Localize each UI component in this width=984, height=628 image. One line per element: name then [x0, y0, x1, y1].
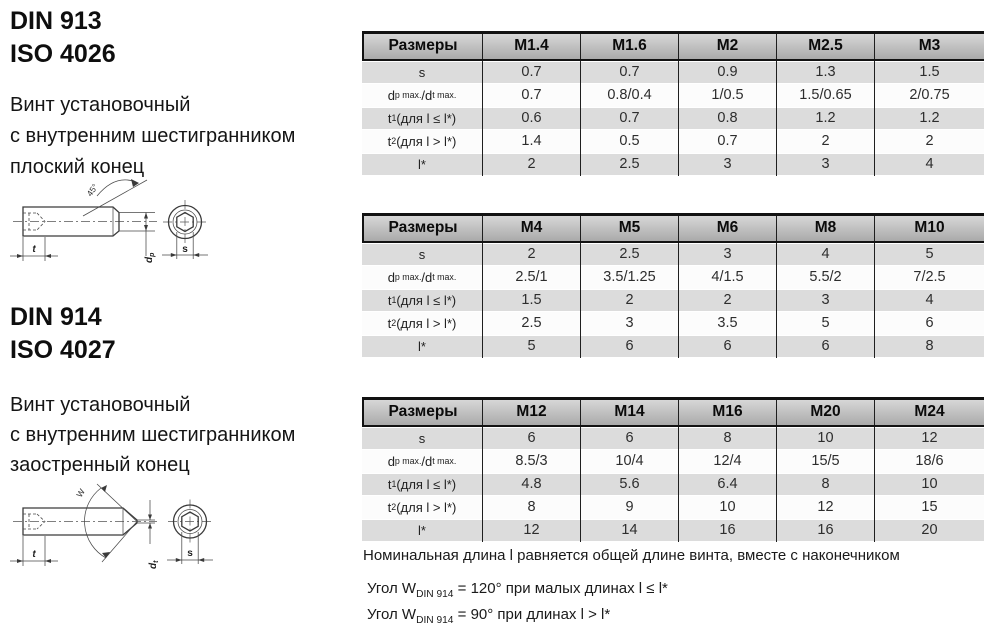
header-size-cell: M2 — [678, 34, 776, 59]
technical-drawing-cone-point — [5, 474, 230, 576]
row-label-cell: d p max. /d t max. — [387, 269, 457, 285]
value-cell: 5.5/2 — [776, 266, 874, 289]
value-cell: 8 — [678, 427, 776, 450]
standard-line-iso: ISO 4026 — [10, 40, 116, 68]
value-cell: 3 — [776, 289, 874, 312]
value-cell: 4 — [874, 153, 984, 176]
table-row — [362, 473, 984, 496]
row-label-cell: s — [418, 246, 426, 262]
value-cell: 6 — [874, 312, 984, 335]
header-dimensions-cell: Размеры — [362, 400, 482, 425]
value-cell: 6 — [678, 335, 776, 358]
standard-line-iso: ISO 4027 — [10, 336, 116, 364]
table-row — [362, 84, 984, 107]
table-row — [362, 107, 984, 130]
value-cell: 16 — [678, 519, 776, 542]
value-cell: 12 — [874, 427, 984, 450]
value-cell: 2.5 — [580, 153, 678, 176]
value-cell: 4 — [776, 243, 874, 266]
row-label-cell: l* — [418, 156, 426, 172]
value-cell: 0.7 — [580, 107, 678, 130]
value-cell: 6 — [776, 335, 874, 358]
table-row — [362, 130, 984, 153]
value-cell: 3 — [678, 243, 776, 266]
value-cell: 3 — [580, 312, 678, 335]
value-cell: 10 — [678, 496, 776, 519]
row-label-cell: t 2 (для l > l*) — [387, 499, 457, 515]
value-cell: 2/0.75 — [874, 84, 984, 107]
header-size-cell: M20 — [776, 400, 874, 425]
value-cell: 3 — [678, 153, 776, 176]
table-row — [362, 519, 984, 542]
nominal-length-note: Номинальная длина l равняется общей длине винта, вместе с наконечником — [363, 547, 900, 564]
header-size-cell: M12 — [482, 400, 580, 425]
header-size-cell: M10 — [874, 216, 984, 241]
row-label-cell: t 2 (для l > l*) — [387, 315, 457, 331]
socket-depth-label: t — [32, 244, 36, 255]
table-row — [362, 289, 984, 312]
socket-depth-label: t — [32, 549, 36, 560]
table-m1-4-to-m3 — [362, 31, 984, 176]
value-cell: 5 — [482, 335, 580, 358]
value-cell: 2.5 — [482, 312, 580, 335]
description-din-914 — [10, 390, 295, 480]
header-size-cell: M2.5 — [776, 34, 874, 59]
row-label-cell: t 1 (для l ≤ l*) — [387, 110, 457, 126]
value-cell: 1.5/0.65 — [776, 84, 874, 107]
table-header-row — [362, 213, 984, 243]
value-cell: 10 — [874, 473, 984, 496]
value-cell: 18/6 — [874, 450, 984, 473]
header-size-cell: M4 — [482, 216, 580, 241]
row-label-cell: t 2 (для l > l*) — [387, 133, 457, 149]
description-line: плоский конец — [10, 156, 145, 178]
value-cell: 2 — [874, 130, 984, 153]
value-cell: 9 — [580, 496, 678, 519]
standard-title-din-913 — [10, 5, 116, 71]
row-label-cell: t 1 (для l ≤ l*) — [387, 292, 457, 308]
value-cell: 0.7 — [580, 61, 678, 84]
row-label-cell: l* — [418, 338, 426, 354]
flat-point-diameter-label: $d_p$ — [144, 252, 156, 263]
value-cell: 2 — [482, 153, 580, 176]
value-cell: 1.2 — [874, 107, 984, 130]
description-line: с внутренним шестигранником — [10, 125, 296, 147]
header-size-cell: M8 — [776, 216, 874, 241]
value-cell: 1.5 — [874, 61, 984, 84]
value-cell: 3.5 — [678, 312, 776, 335]
value-cell: 0.7 — [678, 130, 776, 153]
standard-title-din-914 — [10, 301, 116, 367]
row-label-cell: d p max. /d t max. — [387, 453, 457, 469]
description-line: Винт установочный — [10, 94, 191, 116]
value-cell: 3.5/1.25 — [580, 266, 678, 289]
value-cell: 0.5 — [580, 130, 678, 153]
value-cell: 6 — [482, 427, 580, 450]
value-cell: 12 — [482, 519, 580, 542]
header-size-cell: M24 — [874, 400, 984, 425]
table-m12-to-m24 — [362, 397, 984, 542]
value-cell: 1/0.5 — [678, 84, 776, 107]
value-cell: 6 — [580, 427, 678, 450]
value-cell: 20 — [874, 519, 984, 542]
value-cell: 2 — [678, 289, 776, 312]
value-cell: 2 — [776, 130, 874, 153]
header-dimensions-cell: Размеры — [362, 34, 482, 59]
value-cell: 5 — [874, 243, 984, 266]
value-cell: 1.2 — [776, 107, 874, 130]
table-header-row — [362, 31, 984, 61]
row-label-cell: t 1 (для l ≤ l*) — [387, 476, 457, 492]
table-row — [362, 61, 984, 84]
technical-drawing-flat-point — [5, 166, 230, 273]
value-cell: 5 — [776, 312, 874, 335]
table-header-row — [362, 397, 984, 427]
value-cell: 6.4 — [678, 473, 776, 496]
cone-angle-label: W — [74, 486, 87, 500]
table-row — [362, 427, 984, 450]
angle-note-120: Угол $W_{DIN 914} = 120^\circ$ при малых длинах l ≤ l* — [367, 580, 668, 600]
header-dimensions-cell: Размеры — [362, 216, 482, 241]
value-cell: 8.5/3 — [482, 450, 580, 473]
header-size-cell: M3 — [874, 34, 984, 59]
value-cell: 1.3 — [776, 61, 874, 84]
value-cell: 6 — [580, 335, 678, 358]
row-label-cell: d p max. /d t max. — [387, 87, 457, 103]
row-label-cell: s — [418, 64, 426, 80]
value-cell: 2.5/1 — [482, 266, 580, 289]
value-cell: 14 — [580, 519, 678, 542]
description-line: Винт установочный — [10, 394, 191, 416]
table-row — [362, 312, 984, 335]
value-cell: 10 — [776, 427, 874, 450]
value-cell: 8 — [482, 496, 580, 519]
standard-line-din: DIN 914 — [10, 303, 102, 331]
value-cell: 2 — [580, 289, 678, 312]
description-line: с внутренним шестигранником — [10, 424, 296, 446]
value-cell: 12/4 — [678, 450, 776, 473]
standard-line-din: DIN 913 — [10, 7, 102, 35]
table-row — [362, 335, 984, 358]
header-size-cell: M1.6 — [580, 34, 678, 59]
hex-size-label: s — [187, 548, 193, 559]
value-cell: 1.5 — [482, 289, 580, 312]
value-cell: 7/2.5 — [874, 266, 984, 289]
angle-note-90: Угол $W_{DIN 914} = 90^\circ$ при длинах l > l* — [367, 606, 611, 626]
chamfer-angle-label: 45° — [84, 181, 101, 199]
table-m4-to-m10 — [362, 213, 984, 358]
table-row — [362, 450, 984, 473]
value-cell: 15/5 — [776, 450, 874, 473]
cone-tip-diameter-label: $d_t$ — [148, 560, 160, 569]
value-cell: 0.9 — [678, 61, 776, 84]
table-row — [362, 266, 984, 289]
header-size-cell: M1.4 — [482, 34, 580, 59]
header-size-cell: M16 — [678, 400, 776, 425]
value-cell: 2.5 — [580, 243, 678, 266]
value-cell: 12 — [776, 496, 874, 519]
hex-size-label: s — [182, 244, 188, 255]
value-cell: 3 — [776, 153, 874, 176]
footnotes — [363, 547, 978, 626]
table-row — [362, 153, 984, 176]
value-cell: 15 — [874, 496, 984, 519]
value-cell: 16 — [776, 519, 874, 542]
value-cell: 4.8 — [482, 473, 580, 496]
header-size-cell: M6 — [678, 216, 776, 241]
header-size-cell: M5 — [580, 216, 678, 241]
description-line: заостренный конец — [10, 454, 190, 476]
value-cell: 0.7 — [482, 84, 580, 107]
value-cell: 0.8/0.4 — [580, 84, 678, 107]
value-cell: 0.7 — [482, 61, 580, 84]
value-cell: 5.6 — [580, 473, 678, 496]
value-cell: 8 — [874, 335, 984, 358]
value-cell: 1.4 — [482, 130, 580, 153]
row-label-cell: l* — [418, 522, 426, 538]
value-cell: 0.8 — [678, 107, 776, 130]
row-label-cell: s — [418, 430, 426, 446]
value-cell: 4/1.5 — [678, 266, 776, 289]
header-size-cell: M14 — [580, 400, 678, 425]
table-row — [362, 496, 984, 519]
value-cell: 0.6 — [482, 107, 580, 130]
value-cell: 4 — [874, 289, 984, 312]
value-cell: 10/4 — [580, 450, 678, 473]
table-row — [362, 243, 984, 266]
value-cell: 8 — [776, 473, 874, 496]
value-cell: 2 — [482, 243, 580, 266]
